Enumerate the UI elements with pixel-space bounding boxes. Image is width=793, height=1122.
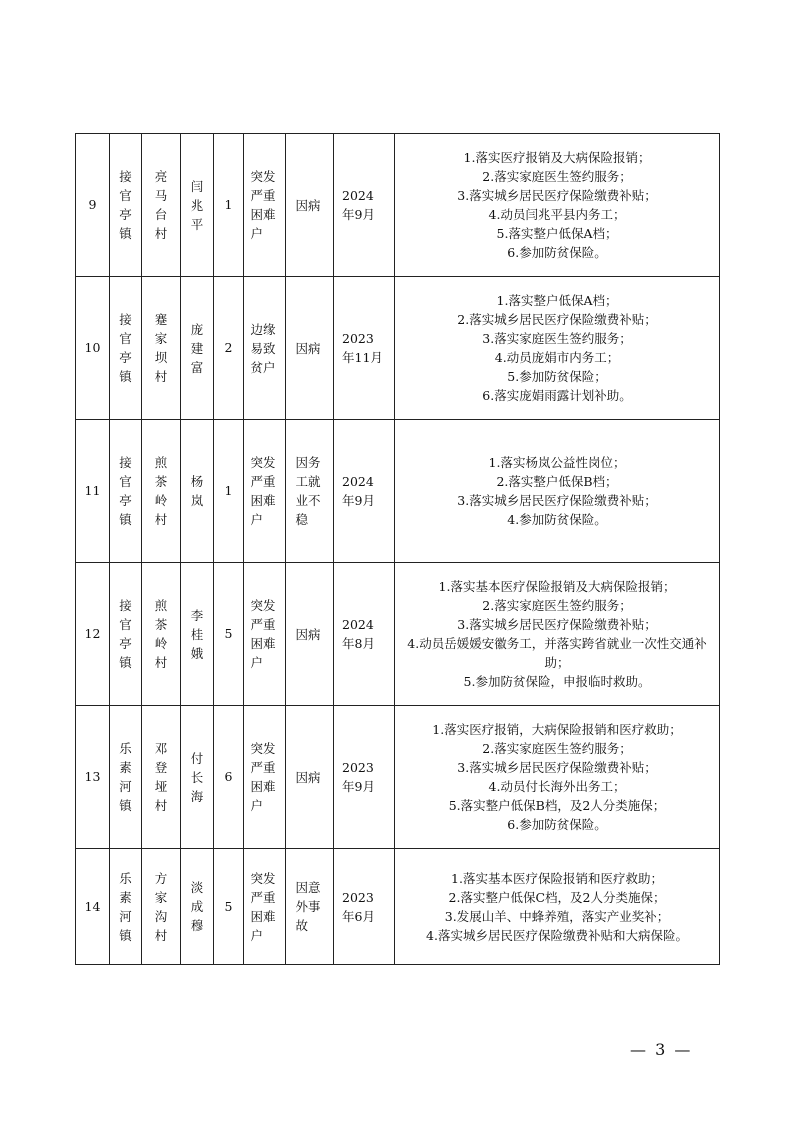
cell-name: 庞建富 [181,277,214,420]
cell-measures [395,134,720,277]
cell-type: 突发严重困难户 [244,420,286,563]
cell-measures [395,849,720,965]
cell-reason: 因意外事故 [286,849,334,965]
measure-item: 3.落实家庭医生签约服务； [482,331,632,346]
measure-item: 3.落实城乡居民医疗保险缴费补贴； [457,760,657,775]
measure-item: 2.落实家庭医生签约服务； [482,598,632,613]
measure-item: 2.落实整户低保B档； [496,474,618,489]
cell-count: 1 [214,134,244,277]
cell-town: 乐素河镇 [110,706,142,849]
measure-item: 5.参加防贫保险，申报临时救助。 [463,674,651,689]
page-number: — 3 — [630,1040,693,1059]
measure-item: 1.落实医疗报销及大病保险报销； [463,150,651,165]
measure-item: 5.参加防贫保险； [507,369,607,384]
measure-item: 5.落实整户低保A档； [496,226,618,241]
measure-item: 5.落实整户低保B档，及2人分类施保； [448,798,666,813]
measure-item: 4.动员付长海外出务工； [488,779,626,794]
cell-date: 2024年9月 [334,420,395,563]
cell-reason: 因病 [286,277,334,420]
cell-type: 突发严重困难户 [244,563,286,706]
cell-type: 突发严重困难户 [244,134,286,277]
table-row [76,420,720,563]
cell-town: 乐素河镇 [110,849,142,965]
cell-village: 煎茶岭村 [142,563,181,706]
cell-town: 接官亭镇 [110,134,142,277]
measure-item: 6.落实庞娟雨露计划补助。 [482,388,632,403]
measure-item: 1.落实基本医疗保险报销及大病保险报销； [438,579,676,594]
cell-village: 蹇家坝村 [142,277,181,420]
cell-name: 付长海 [181,706,214,849]
cell-reason: 因务工就业不稳 [286,420,334,563]
cell-village: 邓登垭村 [142,706,181,849]
measure-item: 3.落实城乡居民医疗保险缴费补贴； [457,617,657,632]
cell-count: 5 [214,563,244,706]
measure-item: 2.落实城乡居民医疗保险缴费补贴； [457,312,657,327]
measure-item: 4.落实城乡居民医疗保险缴费补贴和大病保险。 [426,927,688,943]
cell-name: 淡成穆 [181,849,214,965]
cell-town: 接官亭镇 [110,277,142,420]
measure-item: 2.落实家庭医生签约服务； [482,741,632,756]
measure-item: 3.落实城乡居民医疗保险缴费补贴； [457,493,657,508]
cell-town: 接官亭镇 [110,563,142,706]
cell-no: 10 [76,277,110,420]
cell-measures [395,420,720,563]
cell-measures [395,277,720,420]
measure-item: 6.参加防贫保险。 [507,817,607,832]
cell-measures [395,706,720,849]
measure-item: 1.落实杨岚公益性岗位； [488,455,626,470]
cell-no: 12 [76,563,110,706]
cell-type: 边缘易致贫户 [244,277,286,420]
cell-date: 2024年9月 [334,134,395,277]
cell-type: 突发严重困难户 [244,849,286,965]
measure-item: 2.落实家庭医生签约服务； [482,169,632,184]
cell-reason: 因病 [286,134,334,277]
cell-count: 6 [214,706,244,849]
table-row [76,277,720,420]
cell-name: 李桂娥 [181,563,214,706]
measure-item: 4.参加防贫保险。 [507,512,607,527]
cell-type: 突发严重困难户 [244,706,286,849]
cell-name: 闫兆平 [181,134,214,277]
cell-no: 9 [76,134,110,277]
cell-reason: 因病 [286,563,334,706]
cell-count: 5 [214,849,244,965]
table-row [76,134,720,277]
table-body [76,134,720,965]
measure-item: 1.落实医疗报销，大病保险报销和医疗救助； [432,722,682,737]
cell-no: 11 [76,420,110,563]
table-row [76,706,720,849]
cell-date: 2023年11月 [334,277,395,420]
cell-count: 2 [214,277,244,420]
measure-item: 3.发展山羊、中蜂养殖，落实产业奖补； [444,908,670,924]
cell-date: 2024年8月 [334,563,395,706]
cell-date: 2023年6月 [334,849,395,965]
household-table [75,133,720,965]
cell-village: 方家沟村 [142,849,181,965]
cell-name: 杨岚 [181,420,214,563]
measure-item: 4.动员闫兆平县内务工； [488,207,626,222]
table-row [76,849,720,965]
cell-reason: 因病 [286,706,334,849]
measure-item: 3.落实城乡居民医疗保险缴费补贴； [457,188,657,203]
cell-no: 14 [76,849,110,965]
table-row [76,563,720,706]
measure-item: 4.动员岳媛媛安徽务工，并落实跨省就业一次性交通补助； [407,636,707,670]
measure-item: 4.动员庞娟市内务工； [494,350,620,365]
cell-village: 亮马台村 [142,134,181,277]
measure-item: 2.落实整户低保C档，及2人分类施保； [448,889,666,905]
cell-village: 煎茶岭村 [142,420,181,563]
cell-no: 13 [76,706,110,849]
measure-item: 6.参加防贫保险。 [507,245,607,260]
cell-count: 1 [214,420,244,563]
cell-measures [395,563,720,706]
cell-town: 接官亭镇 [110,420,142,563]
measure-item: 1.落实基本医疗保险报销和医疗救助； [451,870,663,886]
measure-item: 1.落实整户低保A档； [496,293,618,308]
cell-date: 2023年9月 [334,706,395,849]
